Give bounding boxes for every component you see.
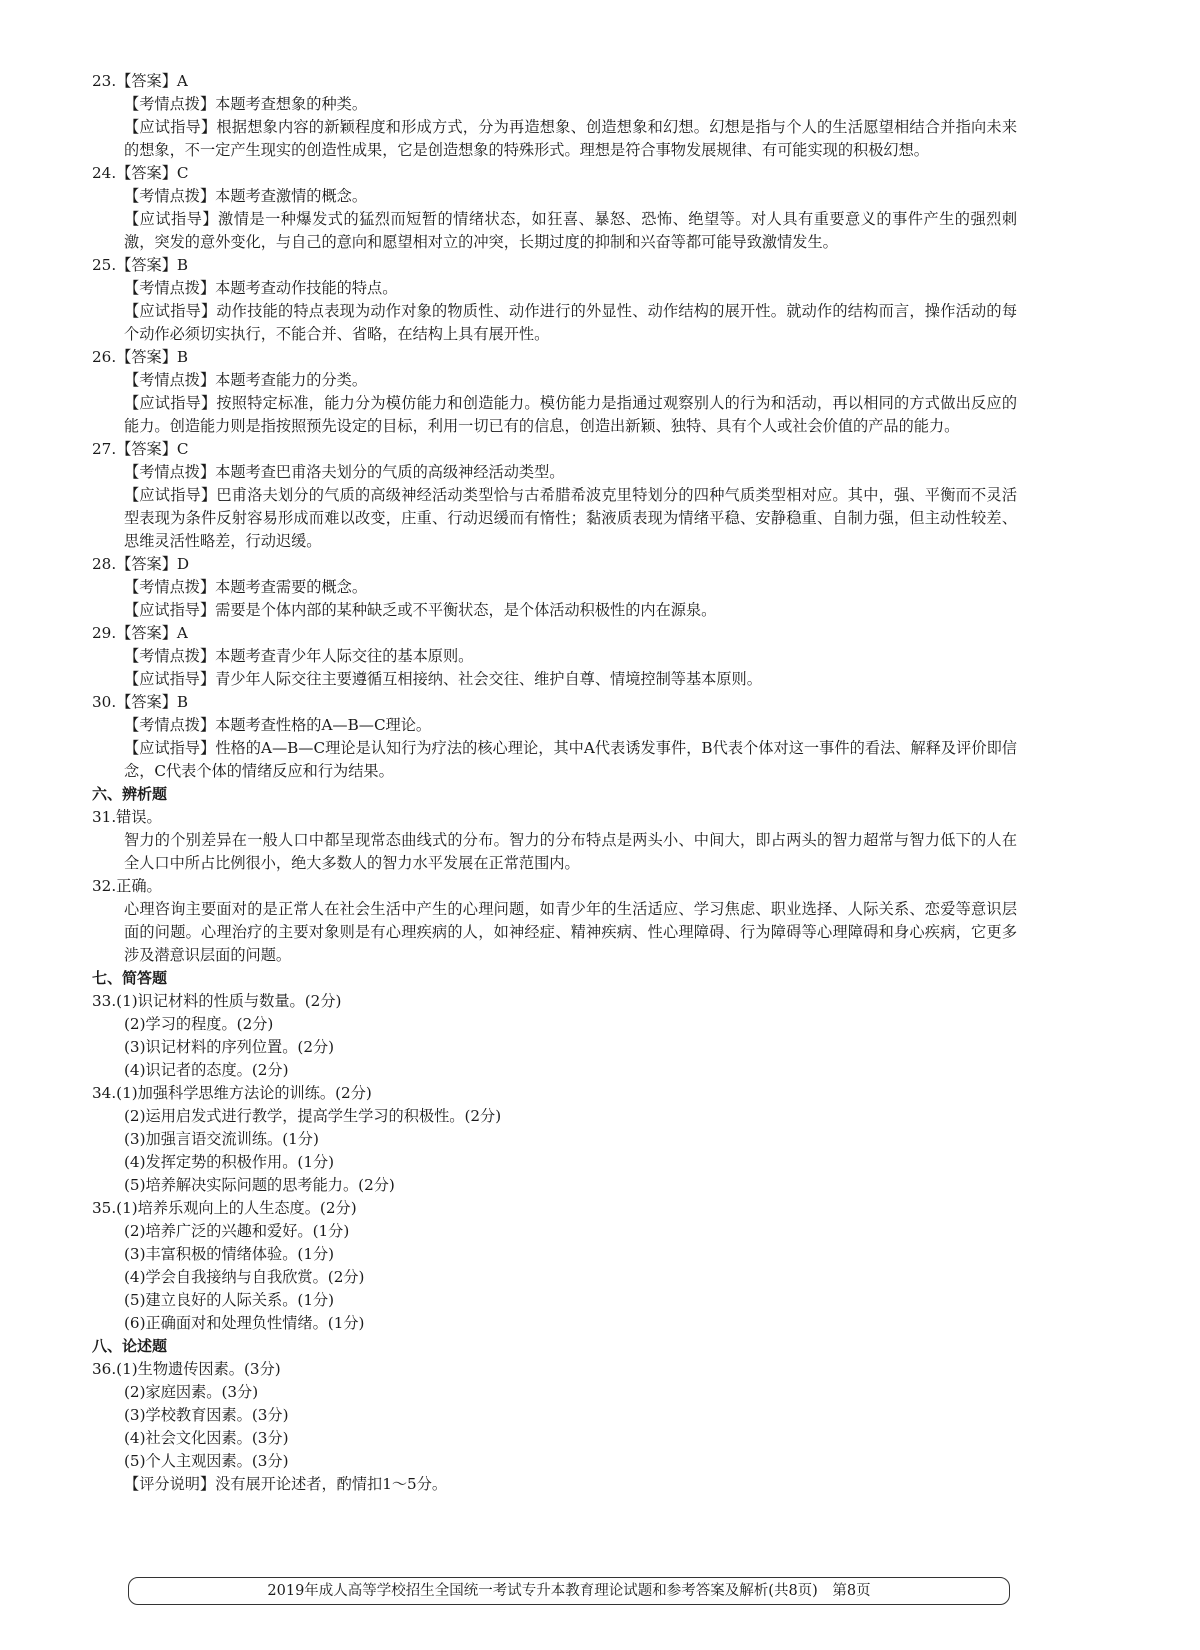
q32-verdict: 32.正确。 [92,877,162,895]
q34-5: (5)培养解决实际问题的思考能力。(2分) [124,1176,395,1194]
q28-answer: 28.【答案】D [92,555,190,573]
sec-6: 六、辨析题 [92,785,168,803]
q24-point: 【考情点拨】本题考查激情的概念。 [124,187,367,205]
q33-2: (2)学习的程度。(2分) [124,1015,274,1033]
q26-answer: 26.【答案】B [92,348,189,366]
q36-note: 【评分说明】没有展开论述者，酌情扣1～5分。 [124,1475,448,1493]
q35-1: 35.(1)培养乐观向上的人生态度。(2分) [92,1199,357,1217]
q24-guide: 【应试指导】激情是一种爆发式的猛烈而短暂的情绪状态，如狂喜、暴怒、恐怖、绝望等。对人具有重要意义的事件产生的强烈刺激，突发的意外变化，与自己的意向和愿望相对立的冲突，长期过度的抑制和兴奋等都可能导致激情发生。 [124,210,1017,251]
q23-answer: 23.【答案】A [92,72,188,90]
q35-6: (6)正确面对和处理负性情绪。(1分) [124,1314,365,1332]
q33-1: 33.(1)识记材料的性质与数量。(2分) [92,992,342,1010]
q35-2: (2)培养广泛的兴趣和爱好。(1分) [124,1222,350,1240]
q31-text: 智力的个别差异在一般人口中都呈现常态曲线式的分布。智力的分布特点是两头小、中间大，即占两头的智力超常与智力低下的人在全人口中所占比例很小，绝大多数人的智力水平发展在正常范围内。 [124,831,1017,872]
q29-point: 【考情点拨】本题考查青少年人际交往的基本原则。 [124,647,474,665]
q28-guide: 【应试指导】需要是个体内部的某种缺乏或不平衡状态，是个体活动积极性的内在源泉。 [124,601,717,619]
q31-verdict: 31.错误。 [92,808,162,826]
q35-4: (4)学会自我接纳与自我欣赏。(2分) [124,1268,365,1286]
q33-3: (3)识记材料的序列位置。(2分) [124,1038,335,1056]
page-footer: 2019年成人高等学校招生全国统一考试专升本教育理论试题和参考答案及解析(共8页) 第8页 [128,1577,1010,1605]
q27-guide: 【应试指导】巴甫洛夫划分的气质的高级神经活动类型恰与古希腊希波克里特划分的四种气质类型相对应。其中，强、平衡而不灵活型表现为条件反射容易形成而难以改变，庄重、行动迟缓而有惰性；黏液质表现为情绪平稳、安静稳重、自制力强，但主动性较差、思维灵活性略差，行动迟缓。 [124,486,1017,550]
q35-5: (5)建立良好的人际关系。(1分) [124,1291,335,1309]
q30-guide: 【应试指导】性格的A—B—C理论是认知行为疗法的核心理论，其中A代表诱发事件，B代表个体对这一事件的看法、解释及评价即信念，C代表个体的情绪反应和行为结果。 [124,739,1017,780]
q25-answer: 25.【答案】B [92,256,189,274]
q36-5: (5)个人主观因素。(3分) [124,1452,289,1470]
q23-guide: 【应试指导】根据想象内容的新颖程度和形成方式，分为再造想象、创造想象和幻想。幻想是指与个人的生活愿望相结合并指向未来的想象，不一定产生现实的创造性成果，它是创造想象的特殊形式。理想是符合事物发展规律、有可能实现的积极幻想。 [124,118,1017,159]
q30-answer: 30.【答案】B [92,693,189,711]
q23-point: 【考情点拨】本题考查想象的种类。 [124,95,367,113]
q25-point: 【考情点拨】本题考查动作技能的特点。 [124,279,398,297]
sec-7: 七、简答题 [92,969,168,987]
q27-point: 【考情点拨】本题考查巴甫洛夫划分的气质的高级神经活动类型。 [124,463,565,481]
q30-point: 【考情点拨】本题考查性格的A—B—C理论。 [124,716,432,734]
q26-point: 【考情点拨】本题考查能力的分类。 [124,371,367,389]
q34-4: (4)发挥定势的积极作用。(1分) [124,1153,335,1171]
sec-8: 八、论述题 [92,1337,168,1355]
q36-2: (2)家庭因素。(3分) [124,1383,259,1401]
q36-1: 36.(1)生物遗传因素。(3分) [92,1360,281,1378]
q32-text: 心理咨询主要面对的是正常人在社会生活中产生的心理问题，如青少年的生活适应、学习焦虑、职业选择、人际关系、恋爱等意识层面的问题。心理治疗的主要对象则是有心理疾病的人，如神经症、精神疾病、性心理障碍、行为障碍等心理障碍和身心疾病，它更多涉及潜意识层面的问题。 [124,900,1017,964]
q29-guide: 【应试指导】青少年人际交往主要遵循互相接纳、社会交往、维护自尊、情境控制等基本原则。 [124,670,762,688]
q26-guide: 【应试指导】按照特定标准，能力分为模仿能力和创造能力。模仿能力是指通过观察别人的行为和活动，再以相同的方式做出反应的能力。创造能力则是指按照预先设定的目标，利用一切已有的信息，创造出新颖、独特、具有个人或社会价值的产品的能力。 [124,394,1017,435]
answer-content [92,70,1017,1496]
q33-4: (4)识记者的态度。(2分) [124,1061,289,1079]
q28-point: 【考情点拨】本题考查需要的概念。 [124,578,367,596]
q34-3: (3)加强言语交流训练。(1分) [124,1130,319,1148]
q34-2: (2)运用启发式进行教学，提高学生学习的积极性。(2分) [124,1107,502,1125]
q35-3: (3)丰富积极的情绪体验。(1分) [124,1245,335,1263]
q36-3: (3)学校教育因素。(3分) [124,1406,289,1424]
q29-answer: 29.【答案】A [92,624,188,642]
q24-answer: 24.【答案】C [92,164,189,182]
q25-guide: 【应试指导】动作技能的特点表现为动作对象的物质性、动作进行的外显性、动作结构的展开性。就动作的结构而言，操作活动的每个动作必须切实执行，不能合并、省略，在结构上具有展开性。 [124,302,1017,343]
q34-1: 34.(1)加强科学思维方法论的训练。(2分) [92,1084,372,1102]
q27-answer: 27.【答案】C [92,440,189,458]
q36-4: (4)社会文化因素。(3分) [124,1429,289,1447]
